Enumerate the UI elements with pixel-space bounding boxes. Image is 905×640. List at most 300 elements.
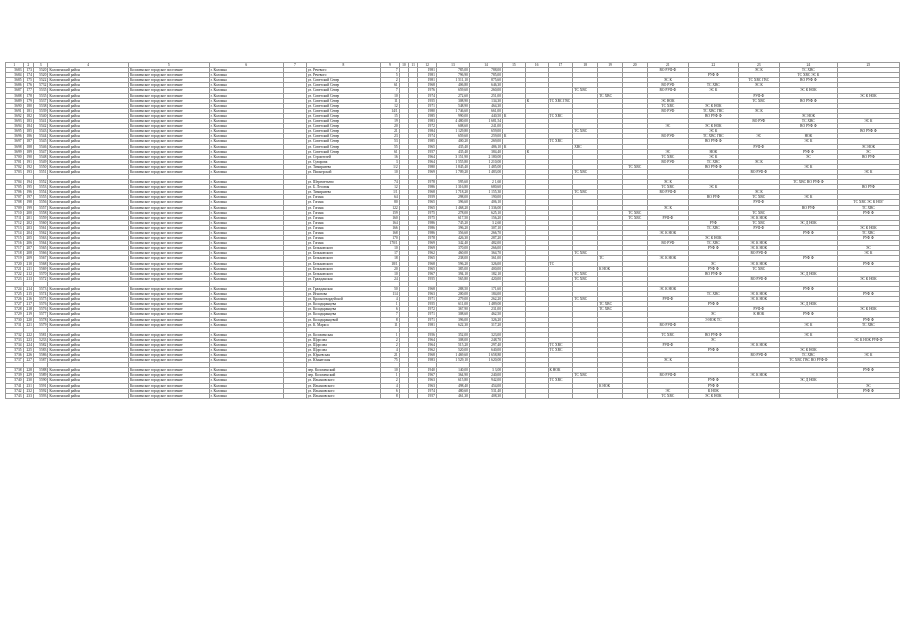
table-cell: Коломенское городское поселение (128, 190, 209, 195)
table-row (6, 393, 900, 398)
table-cell: 5583 (33, 347, 47, 352)
column-number: 10 (399, 63, 408, 68)
table-cell: ЭС К НОК (738, 215, 779, 220)
table-cell: Коломенский район (48, 297, 129, 302)
table-cell: 211 (23, 266, 33, 271)
table-cell: 5696 (6, 134, 24, 139)
table-cell: 5695 (6, 129, 24, 134)
table-cell: ЭС К (738, 83, 779, 88)
table-cell: 20 (381, 266, 400, 271)
table-cell: 221 (23, 322, 33, 327)
table-cell: ТС ХВС (647, 332, 688, 337)
table-cell: ЭС К НОК (738, 373, 779, 378)
table-cell: 8 (381, 393, 400, 398)
table-cell: 1965 (418, 256, 437, 261)
table-cell: ул. Гражданская (306, 276, 380, 281)
table-cell: Коломенское городское поселение (128, 220, 209, 225)
table-cell: 646,30 (469, 83, 502, 88)
table-cell: Коломенский район (48, 78, 129, 83)
table-cell: 233 (23, 393, 33, 398)
column-number: 11 (409, 63, 418, 68)
column-number: 18 (573, 63, 598, 68)
table-cell: 5732 (6, 332, 24, 337)
table-cell: 279,00 (436, 297, 469, 302)
table-cell: ТС ХВС (779, 68, 837, 73)
column-number: 3 (33, 63, 47, 68)
table-cell: 55 (381, 144, 400, 149)
table-cell: 5710 (6, 210, 24, 215)
table-cell: 308,60 (436, 312, 469, 317)
table-cell: 241,00 (469, 124, 502, 129)
table-cell: ул. Тимирязева (306, 190, 380, 195)
table-cell: ВО РУФ (779, 205, 837, 210)
table-cell: г. Коломна (209, 88, 283, 93)
table-cell: Коломенский район (48, 180, 129, 185)
table-cell: г. Коломна (209, 134, 283, 139)
table-cell: Коломенский район (48, 317, 129, 322)
table-cell: ВО РУФ Ф (689, 332, 739, 337)
table-cell: Коломенский район (48, 139, 129, 144)
table-cell: Коломенский район (48, 373, 129, 378)
table-cell: г. Коломна (209, 164, 283, 169)
table-cell: 191 (23, 159, 33, 164)
table-cell: Коломенский район (48, 271, 129, 276)
table-cell: ВО РУФ (837, 154, 899, 159)
table-cell: 796,90 (436, 73, 469, 78)
table-cell: г. Коломна (209, 246, 283, 251)
table-cell: ТС ХВС (837, 205, 899, 210)
table-cell: 1 845,40 (436, 164, 469, 169)
table-cell: 5731 (6, 322, 24, 327)
table-cell: Коломенское городское поселение (128, 210, 209, 215)
table-cell: 5546 (33, 144, 47, 149)
column-number: 2 (23, 63, 33, 68)
table-cell: ул. Тимирязева (306, 164, 380, 169)
table-cell: 1969 (418, 169, 437, 174)
table-cell: 317,20 (469, 322, 502, 327)
table-cell: ул. К. Маркса (306, 322, 380, 327)
table-cell: 266,00 (469, 246, 502, 251)
table-cell: Коломенское городское поселение (128, 215, 209, 220)
table-cell: 21 (381, 129, 400, 134)
table-cell: 1978 (418, 180, 437, 185)
table-cell (525, 393, 548, 398)
table-cell: ВО РУФ Ф (738, 353, 779, 358)
table-cell: ул. Гогина (306, 205, 380, 210)
table-cell: 5708 (6, 200, 24, 205)
table-cell: ВО РУФ (647, 241, 688, 246)
table-cell: ЭС К (837, 119, 899, 124)
table-cell: Коломенское городское поселение (128, 261, 209, 266)
table-cell: ЭС К НОК (689, 393, 739, 398)
table-cell: ВО РУФ Ф (837, 129, 899, 134)
table-cell: 520,00 (436, 347, 469, 352)
table-cell: 1971 (418, 297, 437, 302)
table-cell: 5522 (33, 78, 47, 83)
table-cell: Коломенский район (48, 154, 129, 159)
table-cell: 440,50 (469, 113, 502, 118)
table-cell: 5537 (33, 98, 47, 103)
table-cell: 5566 (33, 251, 47, 256)
table-cell: Коломенский район (48, 225, 129, 230)
table-cell: Коломенское городское поселение (128, 373, 209, 378)
table-cell: 5719 (6, 256, 24, 261)
table-cell: РУФ Ф (738, 225, 779, 230)
table-cell: г. Коломна (209, 393, 283, 398)
table-cell: 617,50 (436, 215, 469, 220)
table-cell: 5729 (6, 312, 24, 317)
table-cell: 1968 (418, 190, 437, 195)
table-cell: ТС ХВС (573, 129, 598, 134)
table-cell: Коломенский район (48, 256, 129, 261)
table-cell: 224 (23, 342, 33, 347)
table-cell: РУФ Ф (738, 200, 779, 205)
table-cell: г. Коломна (209, 342, 283, 347)
table-cell: 10 (381, 368, 400, 373)
table-cell: 200 (23, 210, 33, 215)
table-cell: 287,20 (469, 236, 502, 241)
table-cell: 1 (381, 332, 400, 337)
table-cell: г. Коломна (209, 332, 283, 337)
table-cell: ТС ХВС (622, 215, 647, 220)
table-cell: ЭС К (779, 139, 837, 144)
table-cell: 176 (23, 83, 33, 88)
table-cell: 230 (23, 378, 33, 383)
column-number: 22 (689, 63, 739, 68)
table-cell: ЭС К НОК (738, 246, 779, 251)
table-cell: 1 485,00 (469, 164, 502, 169)
table-cell: 182,10 (469, 271, 502, 276)
table-cell: г. Коломна (209, 271, 283, 276)
table-cell: 21 (381, 353, 400, 358)
table-cell: 223 (23, 337, 33, 342)
table-cell: 208 (23, 251, 33, 256)
table-cell: г. Коломна (209, 236, 283, 241)
table-cell: ТС ХВС (779, 353, 837, 358)
table-cell: 1986 (418, 231, 437, 236)
table-cell: 1962 (418, 251, 437, 256)
table-cell: Коломенское городское поселение (128, 205, 209, 210)
table-cell: ЭС К (738, 190, 779, 195)
table-cell: 1978 (418, 236, 437, 241)
table-cell: 5705 (6, 185, 24, 190)
table-cell: Коломенский район (48, 302, 129, 307)
table-cell: 1955 (418, 276, 437, 281)
table-cell: г. Коломна (209, 98, 283, 103)
table-cell: 278,00 (436, 210, 469, 215)
table-cell: ТС ХВС (837, 231, 899, 236)
table-cell: ВО РУФ Ф (689, 164, 739, 169)
table-cell: 53 (381, 139, 400, 144)
table-cell: 3 3,00 (469, 368, 502, 373)
table-cell: г. Коломна (209, 337, 283, 342)
table-cell: ТС ХВС (573, 88, 598, 93)
column-number: 19 (598, 63, 623, 68)
table-cell (837, 393, 899, 398)
table-cell: ЭС К НОК РУФ Ф (837, 337, 899, 342)
table-cell: 1 (381, 302, 400, 307)
table-cell: 1974 (418, 134, 437, 139)
table-cell: 5576 (33, 302, 47, 307)
table-cell: 1957 (418, 393, 437, 398)
table-cell: 5547 (33, 149, 47, 154)
table-cell: Коломенский район (48, 276, 129, 281)
table-cell: 5587 (33, 358, 47, 363)
column-number: 15 (503, 63, 526, 68)
table-cell: РУФ Ф (689, 302, 739, 307)
table-cell: Коломенский район (48, 205, 129, 210)
table-cell: Коломенский район (48, 393, 129, 398)
table-cell: РУФ Ф (689, 246, 739, 251)
table-cell: 5700 (6, 154, 24, 159)
table-cell: ВО РУФ Ф (689, 271, 739, 276)
table-cell: ТС ХВС (738, 266, 779, 271)
table-cell: ЭС К (779, 332, 837, 337)
table-cell: 326,20 (469, 317, 502, 322)
table-cell: 1 709,20 (436, 169, 469, 174)
table-cell: 1968 (418, 286, 437, 291)
table-cell: 1 210,00 (469, 159, 502, 164)
table-cell: 5520 (33, 73, 47, 78)
table-cell: ТС ХВС (689, 83, 739, 88)
table-cell: ул. Советский Север (306, 78, 380, 83)
table-cell: 1980 (418, 164, 437, 169)
table-cell: ул. Советский Север (306, 119, 380, 124)
table-cell: 461,30 (436, 393, 469, 398)
table-cell: 5718 (6, 251, 24, 256)
table-cell: РУФ Ф (689, 383, 739, 388)
table-cell: 5723 (6, 276, 24, 281)
table-cell (573, 393, 598, 398)
table-cell: Коломенский район (48, 119, 129, 124)
table-cell: ТС ХВС (647, 393, 688, 398)
table-cell: 80 (381, 200, 400, 205)
table-cell: 1 489,00 (469, 302, 502, 307)
table-cell: 75 (381, 358, 400, 363)
table-cell: 406,80 (436, 83, 469, 88)
table-cell: ТС ХВС (573, 190, 598, 195)
table-cell: Коломенское городское поселение (128, 195, 209, 200)
table-cell: Коломенский район (48, 332, 129, 337)
table-cell: ВО РУФ (837, 185, 899, 190)
table-cell: РУФ Ф (738, 307, 779, 312)
column-number: 14 (469, 63, 502, 68)
table-cell: 5724 (6, 286, 24, 291)
table-cell: 266,70 (469, 231, 502, 236)
table-cell: ул. Советский Север (306, 113, 380, 118)
table-cell: ТС ХВС (647, 185, 688, 190)
table-cell: 5578 (33, 317, 47, 322)
table-cell (738, 393, 779, 398)
table-cell: г. Коломна (209, 353, 283, 358)
table-cell: 5707 (6, 195, 24, 200)
table-cell: Коломенское городское поселение (128, 246, 209, 251)
table-cell: 24 (381, 276, 400, 281)
table-cell: г. Коломна (209, 73, 283, 78)
table-cell: Коломенское городское поселение (128, 383, 209, 388)
table-cell: 5543 (33, 129, 47, 134)
table-cell: ВО РУФ Ф (647, 322, 688, 327)
table-cell: 1955 (418, 98, 437, 103)
table-cell: 5558 (33, 210, 47, 215)
column-number: 1 (6, 63, 24, 68)
table-cell: ВО РУФ Ф (738, 251, 779, 256)
table-cell: 611,00 (436, 302, 469, 307)
table-cell: Коломенское городское поселение (128, 124, 209, 129)
table-cell: 225 (23, 347, 33, 352)
table-cell: г. Коломна (209, 149, 283, 154)
table-cell: 531,40 (469, 388, 502, 393)
table-cell: 5691 (6, 108, 24, 113)
table-cell: 215 (23, 292, 33, 297)
table-cell: ТС ХВС (598, 302, 623, 307)
table-cell: ТС ХВС (738, 98, 779, 103)
table-cell: 5590 (33, 378, 47, 383)
table-cell: Коломенский район (48, 388, 129, 393)
table-cell: НОК (779, 134, 837, 139)
table-cell: 5740 (6, 378, 24, 383)
table-cell: Коломенский район (48, 124, 129, 129)
table-cell: ЭС К НОК (837, 225, 899, 230)
table-cell: ЭС К НОК (738, 292, 779, 297)
table-cell: 486,10 (469, 144, 502, 149)
table-cell: 204 (23, 231, 33, 236)
table-cell: 364,70 (469, 251, 502, 256)
table-cell: 1964 (418, 159, 437, 164)
table-cell: г. Коломна (209, 185, 283, 190)
table-cell: 61 (381, 149, 400, 154)
table-cell: 5686 (6, 83, 24, 88)
table-cell: 213 (23, 276, 33, 281)
table-cell: ТС ХВС (622, 210, 647, 215)
table-cell: ул. Советский Север (306, 93, 380, 98)
table-cell: 5706 (6, 190, 24, 195)
table-cell: 2 (381, 337, 400, 342)
table-cell: ВО РУФ (738, 119, 779, 124)
table-cell: ул. Красногвардейской (306, 297, 380, 302)
table-cell: 1980 (418, 108, 437, 113)
table-cell: 785,00 (436, 68, 469, 73)
table-cell: 177 (23, 88, 33, 93)
table-cell: ул. Строителей (306, 154, 380, 159)
table-cell: 183 (23, 119, 33, 124)
table-cell: 192 (23, 164, 33, 169)
table-cell: 1955 (418, 302, 437, 307)
table-cell: г. Коломна (209, 103, 283, 108)
table-cell: 231 (23, 383, 33, 388)
table-cell: ул. Советский Север (306, 139, 380, 144)
table-cell: г. Коломна (209, 225, 283, 230)
table-cell: ул. Пионерской (306, 169, 380, 174)
table-cell: ул. Ильиновского (306, 378, 380, 383)
table-cell: г. Коломна (209, 119, 283, 124)
table-cell: РУФ Ф (779, 231, 837, 236)
table-cell: г. Коломна (209, 292, 283, 297)
table-cell: ТС ХВС (548, 342, 573, 347)
table-cell: Коломенское городское поселение (128, 231, 209, 236)
table-cell: Коломенское городское поселение (128, 83, 209, 88)
table-cell: 178 (23, 93, 33, 98)
table-cell: ул. Щорсова (306, 337, 380, 342)
table-cell: 408,30 (469, 393, 502, 398)
table-cell: 189 (23, 149, 33, 154)
table-cell: 1984 (418, 129, 437, 134)
table-cell: 990,00 (436, 113, 469, 118)
table-cell: Коломенский район (48, 169, 129, 174)
table-cell: 1 483,00 (469, 169, 502, 174)
table-cell: 193 (23, 169, 33, 174)
table-cell: ул. Советский Север (306, 83, 380, 88)
table-cell: 23 (381, 134, 400, 139)
table-cell: ЭС К (779, 322, 837, 327)
table-cell: 5712 (6, 220, 24, 225)
table-cell: 5683 (6, 68, 24, 73)
column-number: 20 (622, 63, 647, 68)
table-cell: 5553 (33, 185, 47, 190)
table-cell: ул. Гогина (306, 195, 380, 200)
table-cell: ТС ХВС ВО РУФ Ф (779, 180, 837, 185)
table-cell: 298,00 (436, 195, 469, 200)
table-cell: Коломенское городское поселение (128, 93, 209, 98)
table-cell: 5703 (6, 169, 24, 174)
table-cell: 622,30 (436, 322, 469, 327)
table-cell: 5581 (33, 332, 47, 337)
table-cell: г. Коломна (209, 190, 283, 195)
table-cell: 1968 (418, 353, 437, 358)
table-cell: 1981 (418, 322, 437, 327)
table-cell: 297,40 (469, 342, 502, 347)
table-cell: ЭС К НОК (738, 241, 779, 246)
table-cell: Коломенский район (48, 220, 129, 225)
table-cell: Коломенское городское поселение (128, 322, 209, 327)
table-cell: Коломенский район (48, 231, 129, 236)
table-cell (548, 393, 573, 398)
table-cell: ТС ХВС ГВС (548, 98, 573, 103)
table-cell: Коломенский район (48, 108, 129, 113)
table-cell: 5735 (6, 347, 24, 352)
table-cell: Коломенское городское поселение (128, 185, 209, 190)
table-cell: 342,40 (436, 241, 469, 246)
table-cell: Коломенский район (48, 353, 129, 358)
table-cell: 5552 (33, 180, 47, 185)
table-cell: г. Коломна (209, 210, 283, 215)
table-cell: Коломенское городское поселение (128, 159, 209, 164)
table-cell: ул. Бельковского (306, 256, 380, 261)
column-number: 25 (837, 63, 899, 68)
table-cell: 460,00 (436, 251, 469, 256)
table-cell: 7 (381, 68, 400, 73)
table-cell (503, 393, 526, 398)
table-cell: ул. Ильиновского (306, 393, 380, 398)
table-cell: ЭС К НОК (837, 307, 899, 312)
table-cell: ул. Б. Лесовая (306, 185, 380, 190)
table-cell: 206 (23, 241, 33, 246)
table-cell: 5569 (33, 266, 47, 271)
table-cell: ул. Советский Север (306, 124, 380, 129)
table-cell: ТС ХВС (779, 119, 837, 124)
table-cell: 480,60 (436, 388, 469, 393)
table-cell: 5701 (6, 159, 24, 164)
table-cell: РУФ Ф (647, 297, 688, 302)
table-cell: 5593 (33, 393, 47, 398)
table-cell: 1 129,80 (436, 129, 469, 134)
table-cell: ХВС (573, 144, 598, 149)
table-cell: г. Коломна (209, 286, 283, 291)
table-cell: Коломенский район (48, 236, 129, 241)
table-cell: 659,60 (436, 134, 469, 139)
table-cell: ТС ХВС (573, 251, 598, 256)
table-cell: ул. Ильиновского (306, 383, 380, 388)
